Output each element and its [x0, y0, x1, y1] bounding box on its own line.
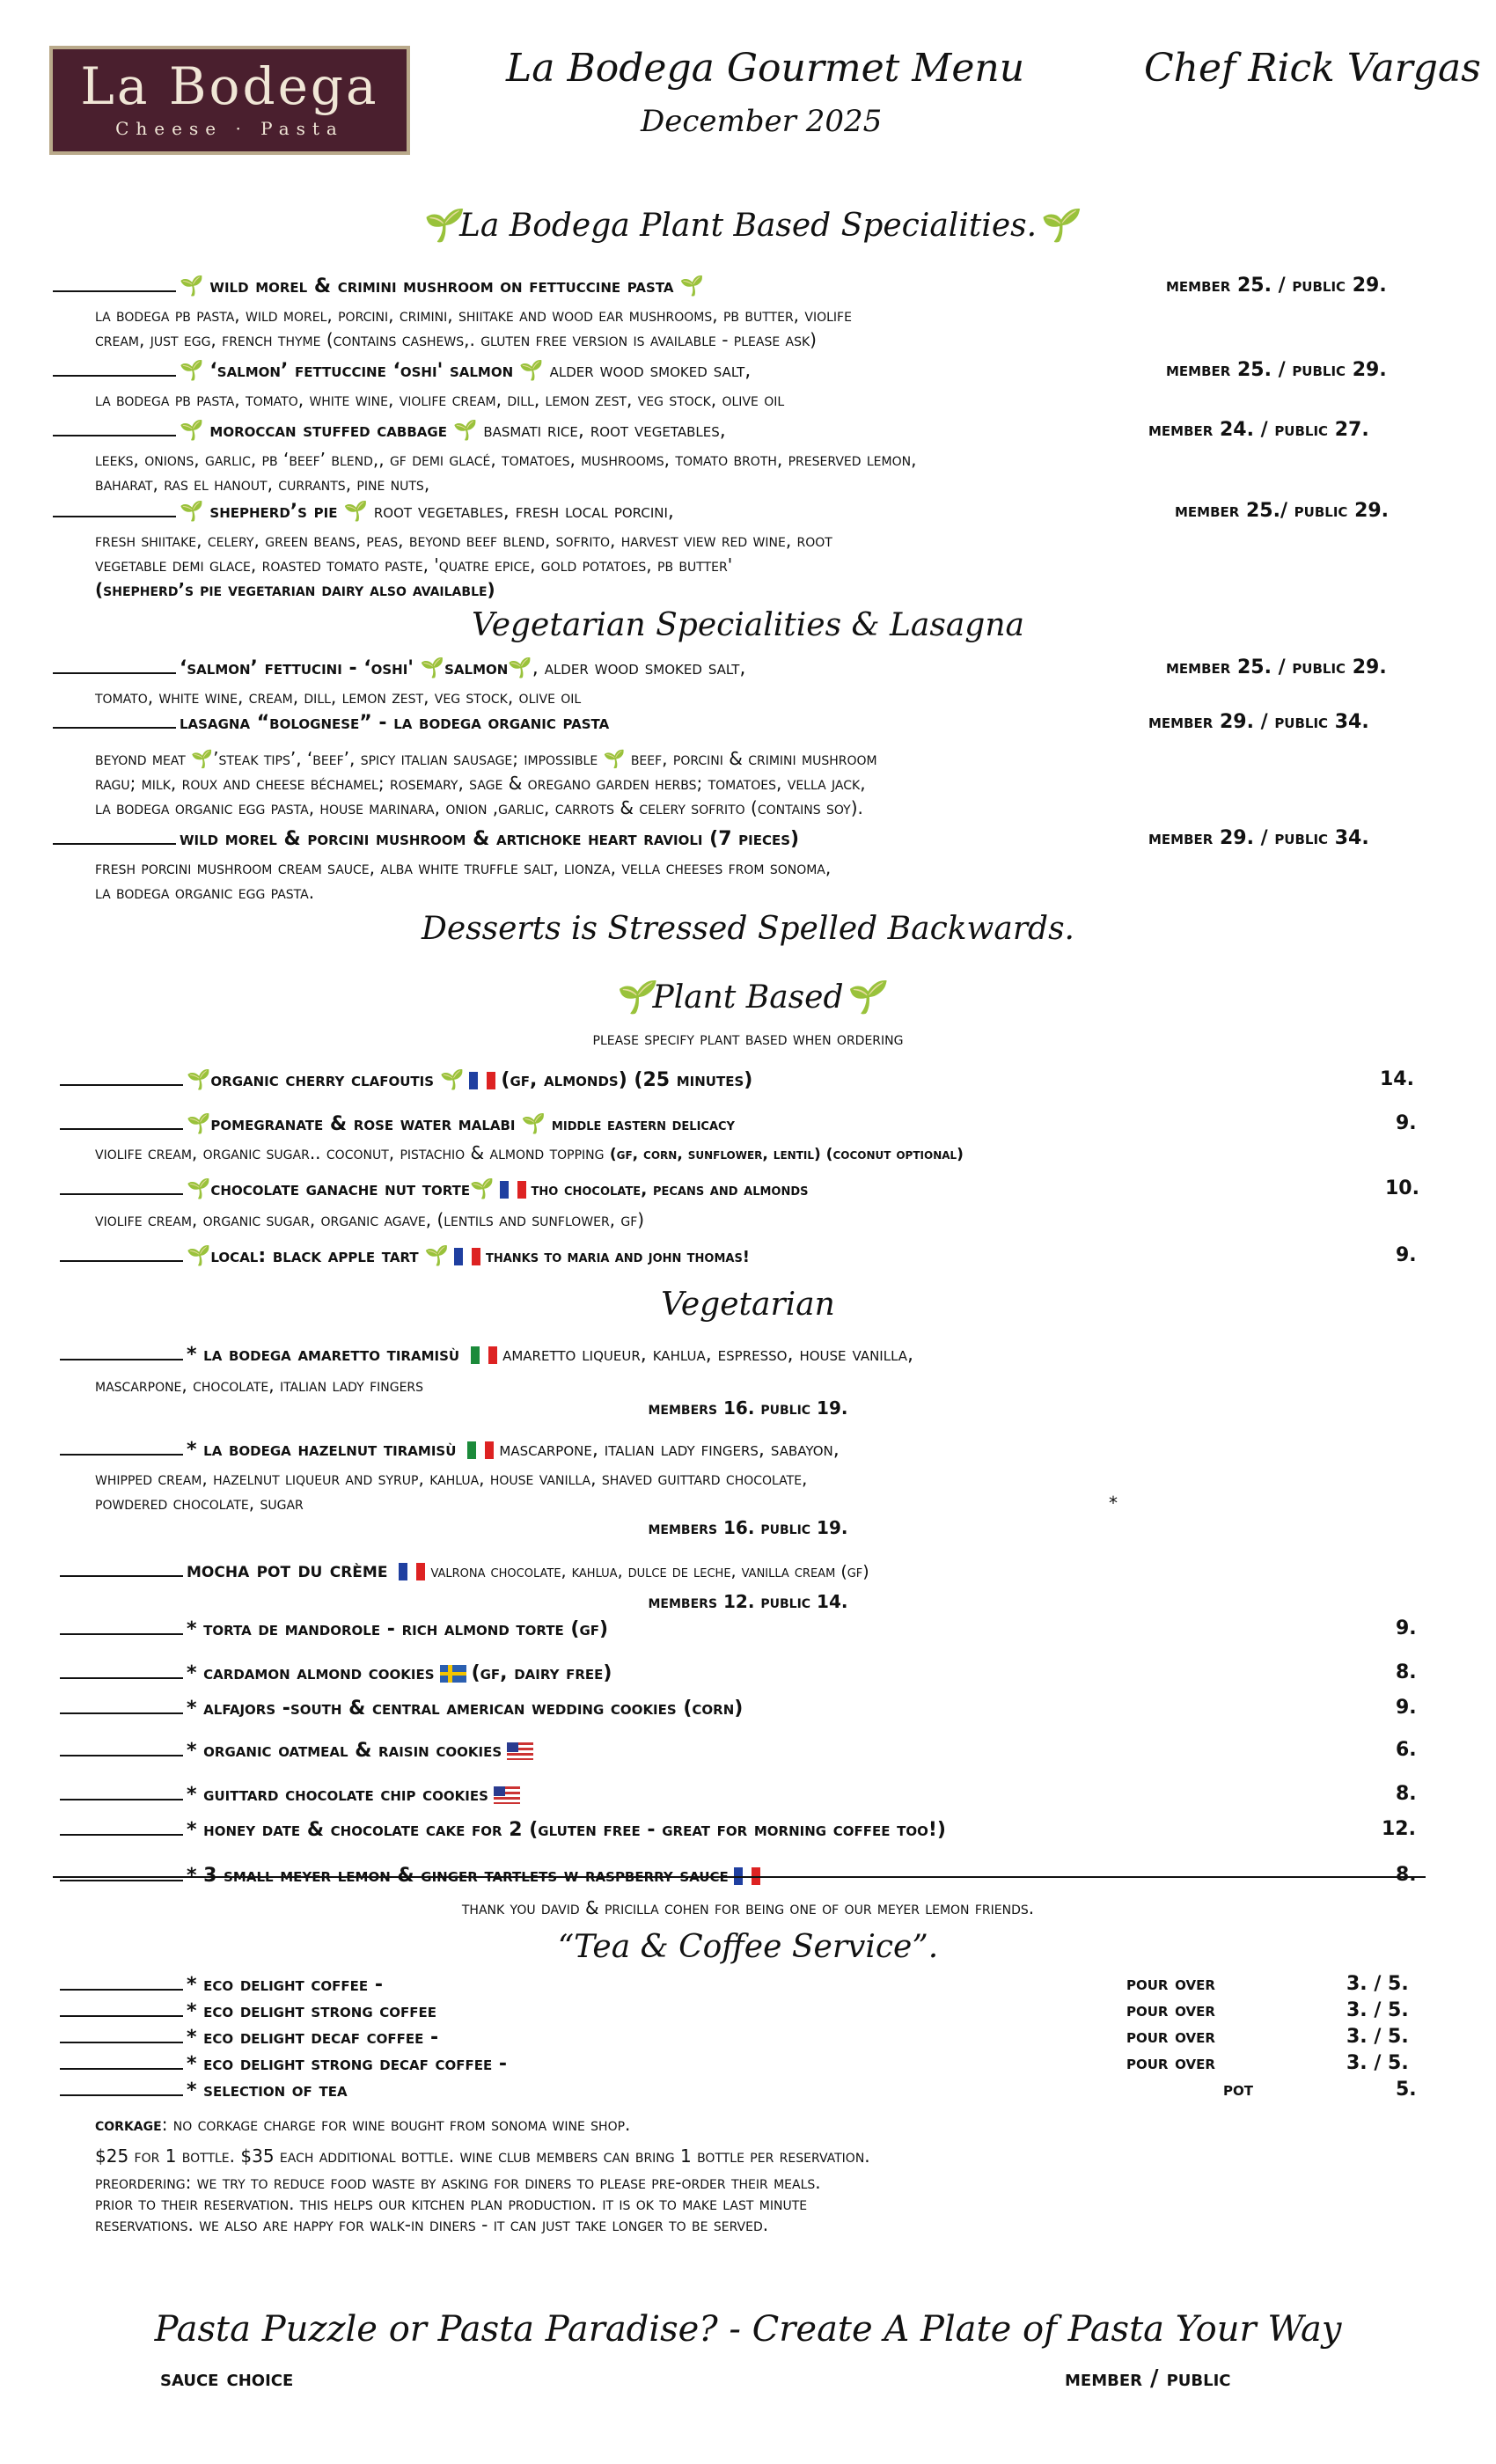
usa-flag-icon [507, 1742, 533, 1760]
leaf-icon: 🌱 [343, 501, 368, 523]
order-blank[interactable] [60, 1864, 183, 1881]
coffee-item: * eco delight strong coffee [60, 1999, 436, 2022]
dessert-item: 🌱organic cherry clafoutis 🌱 (gf, almonds) (25 minutes) [60, 1068, 752, 1091]
item-desc: fresh shiitake, celery, green beans, peas, beyond beef blend, sofrito, harvest view red wine, root vegetable demi glace, roasted tomato paste, 'quatre epice, gold potatoes, pb butter' (shepherd’s pie vegetarian dairy also available) [95, 530, 832, 600]
section-vegetarian: Vegetarian [661, 1287, 835, 1323]
sauce-choice-header: sauce choice [160, 2365, 294, 2392]
leaf-icon: 🌱 [424, 1245, 449, 1267]
usa-flag-icon [494, 1786, 520, 1804]
logo-sub: Cheese · Pasta [115, 118, 344, 139]
order-blank[interactable] [53, 500, 176, 517]
item-price: 9. [1396, 1244, 1417, 1266]
item-desc: la bodega pb pasta, wild morel, porcini, crimini, shiitake and wood ear mushrooms, pb butter, violife cream, just egg, french thyme (contains cashews,. gluten free version is available - please ask) [95, 304, 852, 350]
dessert-item: * la bodega hazelnut tiramisù mascarpone, italian lady fingers, sabayon, [60, 1438, 840, 1461]
item-desc: fresh porcini mushroom cream sauce, alba white truffle salt, lionza, vella cheeses from sonoma, la bodega organic egg pasta. [95, 857, 832, 903]
leaf-icon: 🌱 [452, 420, 478, 442]
menu-date: December 2025 [641, 104, 883, 139]
france-flag-icon [454, 1248, 480, 1265]
item-price: 6. [1396, 1739, 1417, 1761]
item-price: 10. [1385, 1177, 1419, 1199]
dessert-item: * la bodega amaretto tiramisù amaretto liqueur, kahlua, espresso, house vanilla, [60, 1343, 913, 1366]
brew-method: pour over [1126, 2026, 1215, 2048]
leaf-icon: 🌱 [187, 1178, 211, 1200]
leaf-icon: 🌱 [843, 979, 884, 1016]
order-blank[interactable] [60, 1559, 183, 1577]
item-price: 8. [1396, 1864, 1417, 1886]
item-price: 8. [1396, 1661, 1417, 1683]
brew-method: pot [1223, 2079, 1253, 2101]
leaf-icon: 🌱 [1037, 207, 1076, 244]
menu-item: ‘salmon’ fettucini - ‘oshi' 🌱salmon🌱, alder wood smoked salt, [53, 656, 745, 679]
menu-item: 🌱 wild morel & crimini mushroom on fettuccine pasta 🌱 [53, 275, 704, 297]
logo [49, 46, 410, 155]
item-desc: leeks, onions, garlic, pb ‘beef’ blend,, gf demi glacé, tomatoes, mushrooms, tomato broth, preserved lemon, baharat, ras el hanout, currants, pine nuts, [95, 449, 917, 495]
order-blank[interactable] [60, 1818, 183, 1836]
menu-item: wild morel & porcini mushroom & artichoke heart ravioli (7 pieces) [53, 827, 799, 850]
item-price: 12. [1382, 1818, 1416, 1840]
dessert-item: * honey date & chocolate cake for 2 (gluten free - great for morning coffee too!) [60, 1818, 946, 1841]
preordering-policy: preordering: we try to reduce food waste by asking for diners to please pre-order their meals. prior to their reservation. this helps our kitchen plan production. it is ok to make last minute reservations. we also are happy for walk-in diners - it can just take longer to be served. [95, 2172, 821, 2235]
leaf-icon: 🌱 [180, 275, 204, 297]
item-price: 3. / 5. [1346, 1973, 1409, 1995]
order-blank[interactable] [60, 1739, 183, 1756]
menu-title: La Bodega Gourmet Menu [506, 46, 1025, 91]
brew-method: pour over [1126, 1999, 1215, 2021]
meyer-note: thank you david & pricilla cohen for being one of our meyer lemon friends. [461, 1897, 1035, 1918]
member-public-header: member / public [1065, 2365, 1231, 2392]
item-desc: mascarpone, chocolate, italian lady fingers [95, 1375, 424, 1396]
order-blank[interactable] [60, 1438, 183, 1456]
corkage-fee: $25 for 1 bottle. $35 each additional bottle. wine club members can bring 1 bottle per reservation. [95, 2145, 870, 2167]
section-plant-based: 🌱Plant Based🌱 [612, 979, 884, 1016]
dessert-item: * alfajors -south & central american wedding cookies (corn) [60, 1697, 743, 1720]
order-blank[interactable] [53, 275, 176, 292]
dessert-item: mocha pot du crème valrona chocolate, kahlua, dulce de leche, vanilla cream (gf) [60, 1558, 869, 1582]
item-desc: violife cream, organic sugar.. coconut, pistachio & almond topping (gf, corn, sunflower, lentil) (coconut optional) [95, 1142, 964, 1163]
leaf-icon: 🌱 [519, 360, 544, 382]
item-desc: violife cream, organic sugar, organic agave, (lentils and sunflower, gf) [95, 1209, 645, 1230]
item-price: members 16. public 19. [648, 1397, 848, 1419]
item-price: member 29. / public 34. [1148, 711, 1369, 733]
france-flag-icon [469, 1072, 495, 1089]
dessert-item: 🌱pomegranate & rose water malabi 🌱 middle eastern delicacy [60, 1112, 735, 1135]
order-blank[interactable] [60, 1973, 183, 1991]
order-blank[interactable] [53, 359, 176, 377]
order-blank[interactable] [60, 2052, 183, 2070]
section-plant-specialities: 🌱La Bodega Plant Based Specialities.🌱 [420, 207, 1076, 244]
item-price: 14. [1380, 1068, 1414, 1090]
item-desc: whipped cream, hazelnut liqueur and syrup, kahlua, house vanilla, shaved guittard chocolate, powdered chocolate, sugar [95, 1468, 808, 1514]
item-price: members 16. public 19. [648, 1517, 848, 1538]
italy-flag-icon [467, 1441, 494, 1459]
item-price: member 24. / public 27. [1148, 419, 1369, 441]
sweden-flag-icon [440, 1665, 466, 1683]
item-price: 9. [1396, 1697, 1417, 1719]
chef-name: Chef Rick Vargas [1144, 46, 1481, 91]
brew-method: pour over [1126, 2052, 1215, 2074]
coffee-item: * eco delight coffee - [60, 1973, 383, 1996]
corkage-policy: corkage: no corkage charge for wine bought from sonoma wine shop. [95, 2114, 631, 2135]
coffee-item: * eco delight strong decaf coffee - [60, 2052, 507, 2075]
order-blank[interactable] [53, 419, 176, 436]
item-price: 8. [1396, 1783, 1417, 1805]
section-desserts: Desserts is Stressed Spelled Backwards. [421, 911, 1074, 947]
section-vegetarian-specialities: Vegetarian Specialities & Lasagna [472, 607, 1024, 643]
dessert-item: * torta de mandorole - rich almond torte (gf) [60, 1617, 608, 1640]
order-blank[interactable] [60, 2079, 183, 2096]
item-price: 3. / 5. [1346, 2026, 1409, 2048]
item-price: 9. [1396, 1112, 1417, 1134]
dessert-item: * 3 small meyer lemon & ginger tartlets w raspberry sauce [60, 1864, 766, 1887]
leaf-icon: 🌱 [470, 1178, 495, 1200]
leaf-icon: 🌱 [180, 420, 204, 442]
france-flag-icon [399, 1563, 425, 1580]
item-price: 9. [1396, 1617, 1417, 1639]
logo-main: La Bodega [80, 56, 379, 116]
asterisk-mark: * [1109, 1492, 1118, 1514]
order-blank[interactable] [60, 1697, 183, 1714]
leaf-icon: 🌱 [679, 275, 704, 297]
item-price: member 25./ public 29. [1175, 500, 1390, 522]
france-flag-icon [500, 1181, 526, 1199]
italy-flag-icon [471, 1346, 497, 1364]
leaf-icon: 🌱 [440, 1069, 465, 1091]
item-price: 5. [1396, 2079, 1417, 2101]
leaf-icon: 🌱 [187, 1069, 211, 1091]
order-blank[interactable] [60, 1783, 183, 1800]
dessert-item: 🌱local: black apple tart 🌱 thanks to maria and john thomas! [60, 1244, 750, 1267]
menu-item: 🌱 ‘salmon’ fettuccine ‘oshi' salmon 🌱 alder wood smoked salt, [53, 359, 751, 382]
leaf-icon: 🌱 [612, 979, 653, 1016]
leaf-icon: 🌱 [420, 207, 459, 244]
order-blank[interactable] [60, 1244, 183, 1262]
item-price: member 25. / public 29. [1166, 275, 1387, 297]
dessert-item: * organic oatmeal & raisin cookies [60, 1739, 539, 1762]
item-desc: la bodega pb pasta, tomato, white wine, violife cream, dill, lemon zest, veg stock, olive oil [95, 389, 785, 410]
leaf-icon: 🌱 [191, 748, 214, 769]
order-blank[interactable] [60, 1343, 183, 1360]
brew-method: pour over [1126, 1973, 1215, 1995]
item-price: 3. / 5. [1346, 1999, 1409, 2021]
item-price: 3. / 5. [1346, 2052, 1409, 2074]
menu-item: 🌱 moroccan stuffed cabbage 🌱 basmati rice, root vegetables, [53, 419, 726, 442]
dessert-item: * cardamon almond cookies (gf, dairy free) [60, 1661, 612, 1684]
order-blank[interactable] [60, 1177, 183, 1195]
order-blank[interactable] [60, 1617, 183, 1635]
order-blank[interactable] [60, 1999, 183, 2017]
plant-note: please specify plant based when ordering [592, 1028, 904, 1049]
order-blank[interactable] [60, 1661, 183, 1679]
dessert-item: * guittard chocolate chip cookies [60, 1783, 525, 1806]
order-blank[interactable] [53, 827, 176, 845]
dessert-item: 🌱chocolate ganache nut torte🌱 tho chocolate, pecans and almonds [60, 1177, 809, 1200]
leaf-icon: 🌱 [521, 1113, 546, 1135]
coffee-item: * eco delight decaf coffee - [60, 2026, 438, 2049]
item-price: member 25. / public 29. [1166, 656, 1387, 678]
leaf-icon: 🌱 [180, 501, 204, 523]
item-price: members 12. public 14. [648, 1591, 848, 1612]
order-blank[interactable] [60, 1112, 183, 1130]
item-price: member 25. / public 29. [1166, 359, 1387, 381]
leaf-icon: 🌱 [187, 1113, 211, 1135]
item-price: member 29. / public 34. [1148, 827, 1369, 849]
section-pasta: Pasta Puzzle or Pasta Paradise? - Create A Plate of Pasta Your Way [154, 2309, 1342, 2350]
coffee-item: * selection of tea [60, 2079, 348, 2101]
order-blank[interactable] [53, 656, 176, 674]
section-tea-coffee: “Tea & Coffee Service”. [557, 1929, 939, 1965]
order-blank[interactable] [60, 2026, 183, 2043]
menu-item: lasagna “bolognese” - la bodega organic pasta [53, 711, 609, 734]
leaf-icon: 🌱 [187, 1245, 211, 1267]
strikethrough-line [53, 1876, 1426, 1878]
leaf-icon: 🌱 [420, 657, 445, 679]
leaf-icon: 🌱 [180, 360, 204, 382]
item-desc: beyond meat 🌱’steak tips’, ‘beef’, spicy italian sausage; impossible 🌱 beef, porcini & crimini mushroom ragu; milk, roux and cheese béchamel; rosemary, sage & oregano garden herbs; tomatoes, vella jack, la bodega organic egg pasta, house marinara, onion ,garlic, carrots & celery sofrito (contains soy). [95, 748, 877, 818]
item-desc: tomato, white wine, cream, dill, lemon zest, veg stock, olive oil [95, 686, 582, 708]
order-blank[interactable] [60, 1068, 183, 1086]
order-blank[interactable] [53, 711, 176, 729]
menu-item: 🌱 shepherd’s pie 🌱 root vegetables, fresh local porcini, [53, 500, 674, 523]
leaf-icon: 🌱 [603, 748, 626, 769]
leaf-icon: 🌱 [508, 657, 532, 679]
